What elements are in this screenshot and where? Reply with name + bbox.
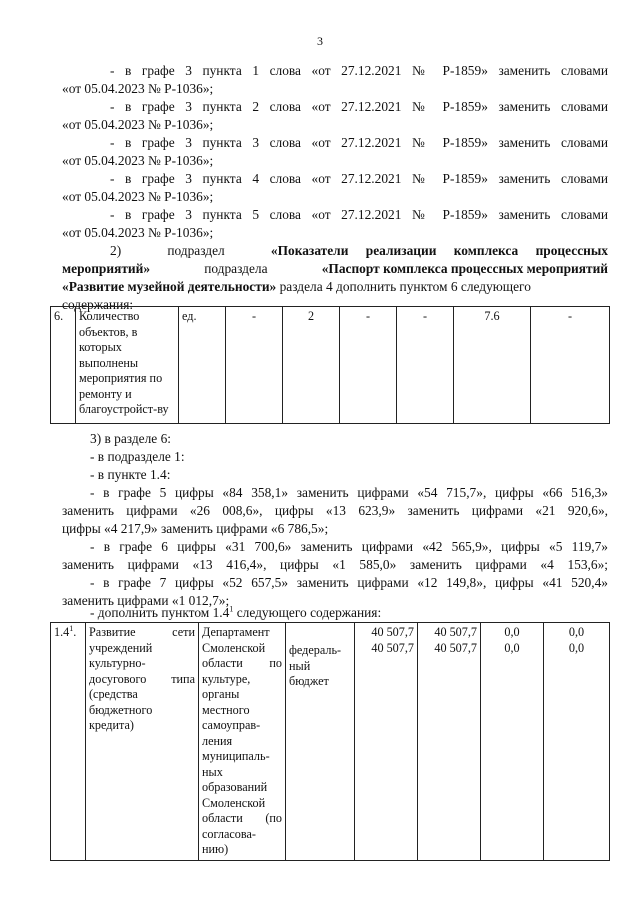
cell-unit: ед. xyxy=(179,307,226,424)
cell-name: Количество объектов, в которых выполнены мероприятия по ремонту и благоустройст-ву xyxy=(76,307,179,424)
section3-l10: заменить цифрами «1 012,7»; xyxy=(62,593,230,608)
item-1-line1: - в графе 3 пункта 1 слова «от 27.12.2021 № Р-1859» заменить словами xyxy=(110,63,608,78)
section3-l4: - в графе 5 цифры «84 358,1» заменить цифрами «54 715,7», цифры «66 516,3» xyxy=(90,485,608,500)
cell-num: $1.4^1$. xyxy=(51,623,86,861)
section3-l5: заменить цифрами «26 008,6», цифры «13 623,9» заменить цифрами «21 920,6», xyxy=(62,503,608,518)
item-5-line2: «от 05.04.2023 № Р-1036»; xyxy=(62,225,214,240)
section2-line1 xyxy=(62,242,608,259)
section2-last: содержания: xyxy=(62,297,134,312)
cell-v1: - xyxy=(226,307,283,424)
section3-l3: - в пункте 1.4: xyxy=(90,467,171,482)
section3-l11sup: 1 xyxy=(229,604,234,614)
measures-table xyxy=(50,622,610,861)
item-4-line2: «от 05.04.2023 № Р-1036»; xyxy=(62,189,214,204)
item-2-line2: «от 05.04.2023 № Р-1036»; xyxy=(62,117,214,132)
section3-l1: 3) в разделе 6: xyxy=(90,431,172,446)
section2-bold3: «Развитие музейной деятельности» xyxy=(62,279,277,294)
section2-tail: раздела 4 дополнить пунктом 6 следующего xyxy=(276,279,531,294)
section3-l6: цифры «4 217,9» заменить цифрами «6 786,5»; xyxy=(62,521,329,536)
page-number: 3 xyxy=(317,34,323,48)
item-1-line2: «от 05.04.2023 № Р-1036»; xyxy=(62,81,214,96)
cell-v2: 2 xyxy=(283,307,340,424)
cell-c7: 0,0 0,0 xyxy=(481,623,544,861)
cell-num: 6. xyxy=(51,307,76,424)
cell-v5: 7.6 xyxy=(454,307,531,424)
item-5-line1: - в графе 3 пункта 5 слова «от 27.12.2021 № Р-1859» заменить словами xyxy=(110,207,608,222)
section2-bold1b: мероприятий» xyxy=(62,261,151,276)
section2-mid: подраздела xyxy=(204,261,268,276)
table-row xyxy=(51,307,610,424)
item-2-line1: - в графе 3 пункта 2 слова «от 27.12.2021 № Р-1859» заменить словами xyxy=(110,99,608,114)
cell-v4: - xyxy=(397,307,454,424)
cell-v3: - xyxy=(340,307,397,424)
section2-num: 2) xyxy=(110,243,122,258)
section3-l2: - в подразделе 1: xyxy=(90,449,185,464)
table-row xyxy=(51,623,610,861)
item-3-line2: «от 05.04.2023 № Р-1036»; xyxy=(62,153,214,168)
section3-l8: заменить цифрами «13 416,4», цифры «1 585,0» заменить цифрами «4 153,6»; xyxy=(62,557,608,572)
indicator-table xyxy=(50,306,610,424)
cell-executor: Департамент Смоленской области по культуре, органы местного самоуправ-ления муниципаль-ных образований Смоленской области (по согласова-нию) xyxy=(199,623,286,861)
cell-name: Развитие сети учреждений культурно-досугового типа (средства бюджетного кредита) xyxy=(86,623,199,861)
section3-l11a: - дополнить пунктом 1.4 xyxy=(90,605,230,620)
section2-bold1: «Показатели реализации комплекса процессных xyxy=(270,243,608,258)
cell-c6: 40 507,7 40 507,7 xyxy=(418,623,481,861)
item-3-line1: - в графе 3 пункта 3 слова «от 27.12.2021 № Р-1859» заменить словами xyxy=(110,135,608,150)
cell-source: федераль-ный бюджет xyxy=(286,623,355,861)
section2-line3 xyxy=(62,278,531,295)
section2-line2 xyxy=(62,260,608,277)
section2-bold2: «Паспорт комплекса процессных мероприятий xyxy=(321,261,608,276)
cell-c5: 40 507,7 40 507,7 xyxy=(355,623,418,861)
item-4-line1: - в графе 3 пункта 4 слова «от 27.12.2021 № Р-1859» заменить словами xyxy=(110,171,608,186)
cell-c8: 0,0 0,0 xyxy=(544,623,610,861)
section3-l7: - в графе 6 цифры «31 700,6» заменить цифрами «42 565,9», цифры «5 119,7» xyxy=(90,539,608,554)
section3-l9: - в графе 7 цифры «52 657,5» заменить цифрами «12 149,8», цифры «41 520,4» xyxy=(90,575,608,590)
section3-l11b: следующего содержания: xyxy=(233,605,382,620)
cell-v6: - xyxy=(531,307,610,424)
section3-l11 xyxy=(90,604,381,621)
section2-podrazdel: подраздел xyxy=(167,243,225,258)
